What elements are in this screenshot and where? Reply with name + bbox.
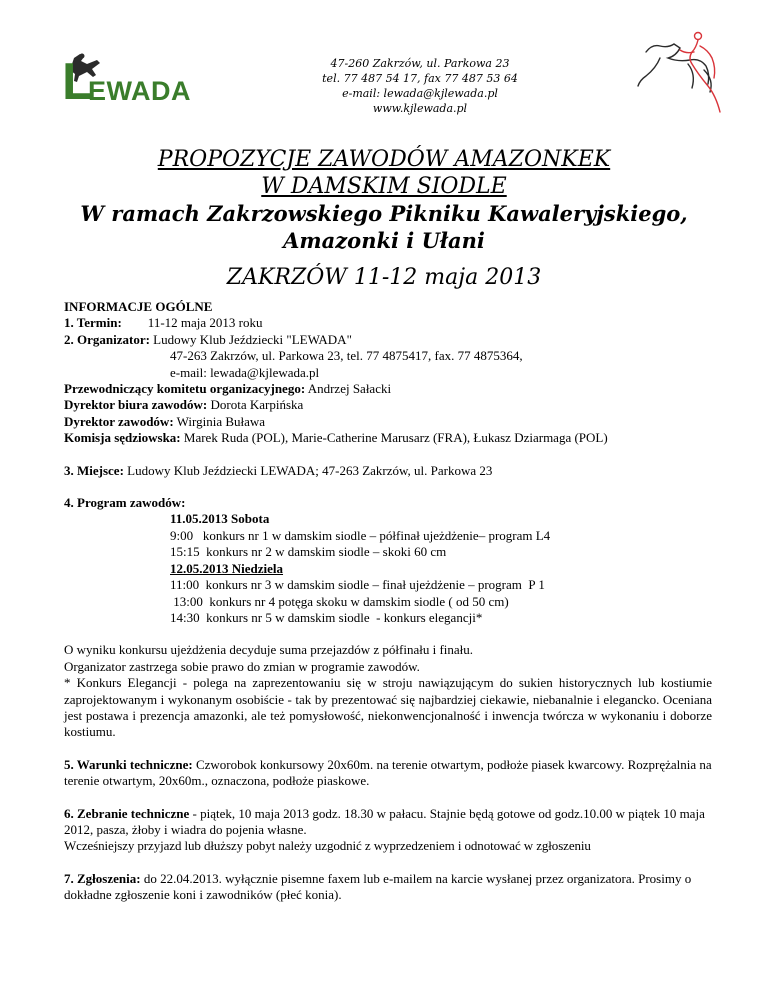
organizator-line [64,332,712,348]
program-label: 4. Program zawodów: [64,495,186,511]
zebranie-label: 6. Zebranie techniczne [64,805,190,821]
document-title [0,146,768,292]
zgloszenia-label: 7. Zgłoszenia: [64,870,141,886]
komisja-value: Marek Ruda (POL), Marie-Catherine Marusarz (FRA), Łukasz Dziarmaga (POL) [180,430,608,446]
warunki-paragraph [64,757,712,790]
program-item: 14:30 konkurs nr 5 w damskim siodle - konkurs elegancji* [170,609,483,625]
program-day-1: 11.05.2013 Sobota [170,511,270,527]
organizator-value: Ludowy Klub Jeździecki "LEWADA" [149,331,352,347]
zgloszenia-paragraph [64,871,712,904]
dyrektor-label: Dyrektor zawodów: [64,413,174,429]
termin-line [64,315,712,331]
termin-label: 1. Termin: [64,315,122,331]
title-date: ZAKRZÓW 11-12 maja 2013 [226,265,542,290]
miejsce-value: Ludowy Klub Jeździecki LEWADA; 47-263 Zakrzów, ul. Parkowa 23 [123,462,493,478]
zebranie-note: Wcześniejszy przyjazd lub dłuższy pobyt należy uzgodnić z wyprzedzeniem i odnotować w zgłoszeniu [64,838,591,854]
document-body [64,299,712,904]
warunki-label: 5. Warunki techniczne: [64,756,193,772]
title-line-4: Amazonki i Ułani [283,228,485,253]
note-elegance: * Konkurs Elegancji - polega na zaprezentowaniu się w stroju nawiązującym do sukien historycznych lub kostiumie zaprojektowanym i wykonanym osobiście - tak by prezentować się najbardziej ciekawie, niebanalnie i elegancko. Oceniana jest postawa i prezencja amazonki, ale też pomysłowość, niekonwencjonalność i inwencja twórcza w wykonaniu i doborze kostiumu. [64,675,712,740]
dyrektor-line [64,414,712,430]
dyrektor-value: Wirginia Buława [173,413,266,429]
contact-address: 47-260 Zakrzów, ul. Parkowa 23 [330,57,510,70]
title-line-1: PROPOZYCJE ZAWODÓW AMAZONKEK [157,147,611,172]
komisja-line [64,430,712,446]
program-item: 13:00 konkurs nr 4 potęga skoku w damskim siodle ( od 50 cm) [170,593,509,609]
przewodniczacy-line [64,381,712,397]
contact-website: www.kjlewada.pl [372,102,468,115]
termin-value: 11-12 maja 2013 roku [147,315,263,331]
biuro-line [64,397,712,413]
note-changes: Organizator zastrzega sobie prawo do zmian w programie zawodów. [64,658,420,674]
zebranie-value: - piątek, 10 maja 2013 godz. 18.30 w pałacu. Stajnie będą gotowe od godz.10.00 w piątek 10 maja 2012, pasza, żłoby i wiadra do pojenia własne. [64,805,705,837]
organizator-label: 2. Organizator: [64,331,150,347]
organizator-address: 47-263 Zakrzów, ul. Parkowa 23, tel. 77 4875417, fax. 77 4875364, [170,348,523,364]
logo-initial: L [62,53,94,111]
biuro-value: Dorota Karpińska [207,397,304,413]
contact-info [300,56,540,116]
organizator-email: e-mail: lewada@kjlewada.pl [170,364,320,380]
program-item: 9:00 konkurs nr 1 w damskim siodle – półfinał ujeżdżenie– program L4 [170,527,551,543]
contact-phone: tel. 77 487 54 17, fax 77 487 53 64 [322,72,518,85]
biuro-label: Dyrektor biura zawodów: [64,397,208,413]
contact-email: e-mail: lewada@kjlewada.pl [342,87,498,100]
miejsce-label: 3. Miejsce: [64,462,124,478]
note-result: O wyniku konkursu ujeżdżenia decyduje suma przejazdów z półfinału i finału. [64,642,474,658]
program-item: 11:00 konkurs nr 3 w damskim siodle – finał ujeżdżenie – program P 1 [170,577,545,593]
title-line-3: W ramach Zakrzowskiego Pikniku Kawaleryjskiego, [80,201,688,226]
warunki-value: Czworobok konkursowy 20x60m. na terenie otwartym, podłoże piasek kwarcowy. Rozprężalnia na terenie otwartym, 20x60m., oznaczona, podłoże piaskowe. [64,756,712,789]
sidesaddle-rider-icon [628,30,738,130]
logo-text: EWADA [88,76,191,106]
title-line-2: W DAMSKIM SIODLE [261,174,507,199]
program-day-2: 12.05.2013 Niedziela [170,560,284,576]
miejsce-line [64,463,712,479]
info-heading: INFORMACJE OGÓLNE [64,299,213,314]
przewodniczacy-label: Przewodniczący komitetu organizacyjnego: [64,381,306,397]
przewodniczacy-value: Andrzej Sałacki [305,381,392,397]
zgloszenia-value: do 22.04.2013. wyłącznie pisemne faxem lub e-mailem na karcie wysłanej przez organizatora. Prosimy o dokładne zgłoszenie koni i zawodników (płeć konia). [64,870,692,903]
komisja-label: Komisja sędziowska: [64,430,181,446]
zebranie-paragraph [64,806,712,839]
program-item: 15:15 konkurs nr 2 w damskim siodle – skoki 60 cm [170,544,447,560]
